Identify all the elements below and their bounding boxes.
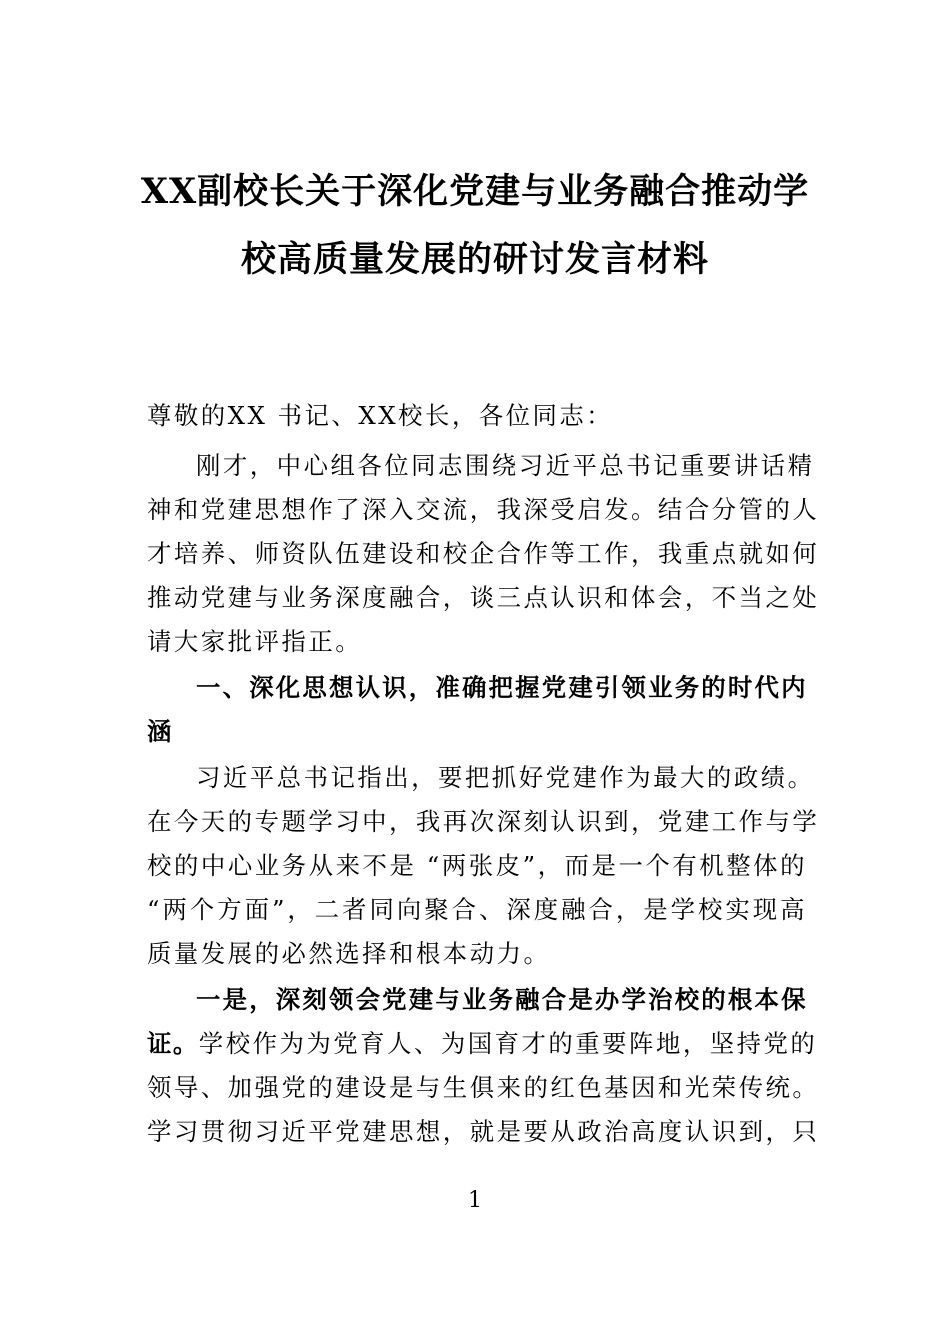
document-title-line-2: 校高质量发展的研讨发言材料 [240,239,709,280]
para3-line-3: 领导、加强党的建设是与生俱来的红色基因和光荣传统。 [147,1073,820,1102]
salutation: 尊敬的XX 书记、XX校长，各位同志： [147,401,614,430]
para3-line-2 [147,1024,818,1064]
intro-line-2: 神和党建思想作了深入交流，我深受启发。结合分管的人 [147,495,820,524]
intro-line-5: 请大家批评指正。 [147,627,363,656]
para3-line-4: 学习贯彻习近平党建思想，就是要从政治高度认识到，只 [147,1117,820,1146]
document-title-line-1: XX副校长关于深化党建与业务融合推动学 [140,171,810,212]
para2-line-1: 习近平总书记指出，要把抓好党建作为最大的政绩。 [196,763,815,792]
para3-bold-lead: 证。 [147,1029,199,1058]
para3-line-2-rest: 学校作为为党育人、为国育才的重要阵地，坚持党的 [198,1029,818,1058]
intro-line-1: 刚才，中心组各位同志围绕习近平总书记重要讲话精 [196,451,815,480]
intro-line-4: 推动党建与业务深度融合，谈三点认识和体会，不当之处 [147,583,820,612]
intro-line-3: 才培养、师资队伍建设和校企合作等工作，我重点就如何 [147,539,820,568]
para2-line-2: 在今天的专题学习中，我再次深刻认识到，党建工作与学 [147,807,820,836]
section-heading-1-line-1: 一、深化思想认识，准确把握党建引领业务的时代内 [196,673,807,702]
section-heading-1-line-2: 涵 [147,717,173,746]
para2-line-5: 质量发展的必然选择和根本动力。 [147,939,551,968]
para2-line-4: “两个方面”，二者同向聚合、深度融合，是学校实现高 [147,895,807,924]
para3-bold-line-1: 一是，深刻领会党建与业务融合是办学治校的根本保 [196,985,807,1014]
page-number: 1 [468,1188,482,1213]
para2-line-3: 校的中心业务从来不是 “两张皮”，而是一个有机整体的 [147,851,807,880]
